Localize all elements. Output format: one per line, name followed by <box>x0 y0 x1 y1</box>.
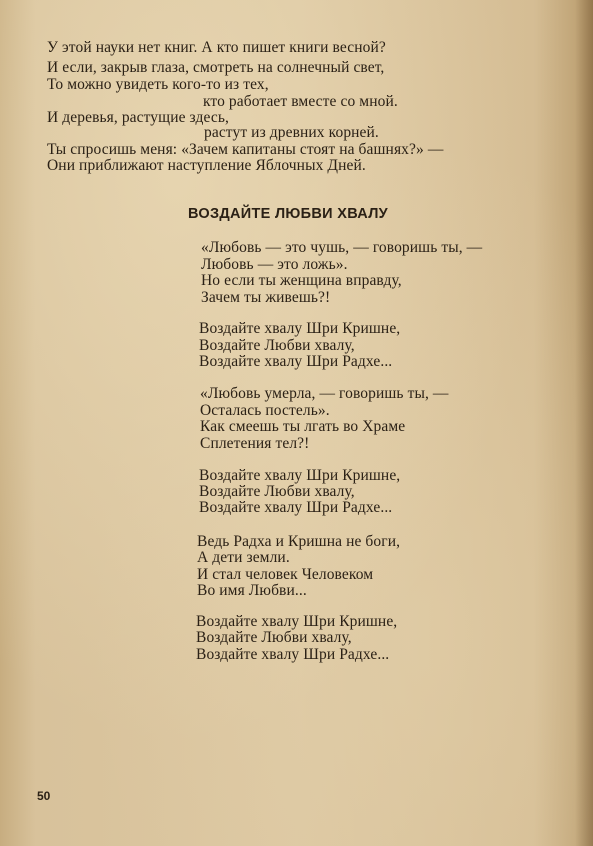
poem-line: Ведь Радха и Кришна не боги, <box>197 533 401 550</box>
poem-line: «Любовь — это чушь, — говоришь ты, — <box>201 239 483 256</box>
intro-line: То можно увидеть кого-то из тех, <box>47 76 269 93</box>
poem-line: Воздайте хвалу Шри Кришне, <box>199 467 401 484</box>
poem-line: И стал человек Человеком <box>197 566 374 583</box>
poem-line: Воздайте хвалу Шри Кришне, <box>196 613 398 630</box>
intro-line: И если, закрыв глаза, смотреть на солнечный свет, <box>47 59 385 76</box>
poem-line: Но если ты женщина вправду, <box>201 272 402 289</box>
poem-line: Воздайте хвалу Шри Радхе... <box>196 646 390 663</box>
poem-line: Зачем ты живешь?! <box>201 289 331 306</box>
intro-line: И деревья, растущие здесь, <box>47 109 229 126</box>
poem-line: Осталась постель». <box>200 402 330 419</box>
poem-line: Во имя Любви... <box>197 582 307 599</box>
poem-line: Воздайте хвалу Шри Кришне, <box>199 320 401 337</box>
intro-line: Они приближают наступление Яблочных Дней. <box>47 157 366 174</box>
poem-line: Воздайте хвалу Шри Радхе... <box>199 499 393 516</box>
poem-line: Сплетения тел?! <box>200 435 310 452</box>
page-number: 50 <box>37 789 51 803</box>
intro-line: кто работает вместе со мной. <box>203 93 398 110</box>
poem-line: Любовь — это ложь». <box>201 256 348 273</box>
poem-line: «Любовь умерла, — говоришь ты, — <box>200 385 449 402</box>
intro-line: Ты спросишь меня: «Зачем капитаны стоят на башнях?» — <box>47 141 444 158</box>
poem-line: Воздайте хвалу Шри Радхе... <box>199 353 393 370</box>
poem-line: Воздайте Любви хвалу, <box>199 483 355 500</box>
intro-line: У этой науки нет книг. А кто пишет книги весной? <box>47 39 386 56</box>
poem-line: Как смеешь ты лгать во Храме <box>200 418 406 435</box>
poem-title: ВОЗДАЙТЕ ЛЮБВИ ХВАЛУ <box>188 206 388 222</box>
poem-line: Воздайте Любви хвалу, <box>199 337 355 354</box>
poem-line: Воздайте Любви хвалу, <box>196 629 352 646</box>
intro-line: растут из древних корней. <box>204 124 379 141</box>
poem-line: А дети земли. <box>197 549 290 566</box>
